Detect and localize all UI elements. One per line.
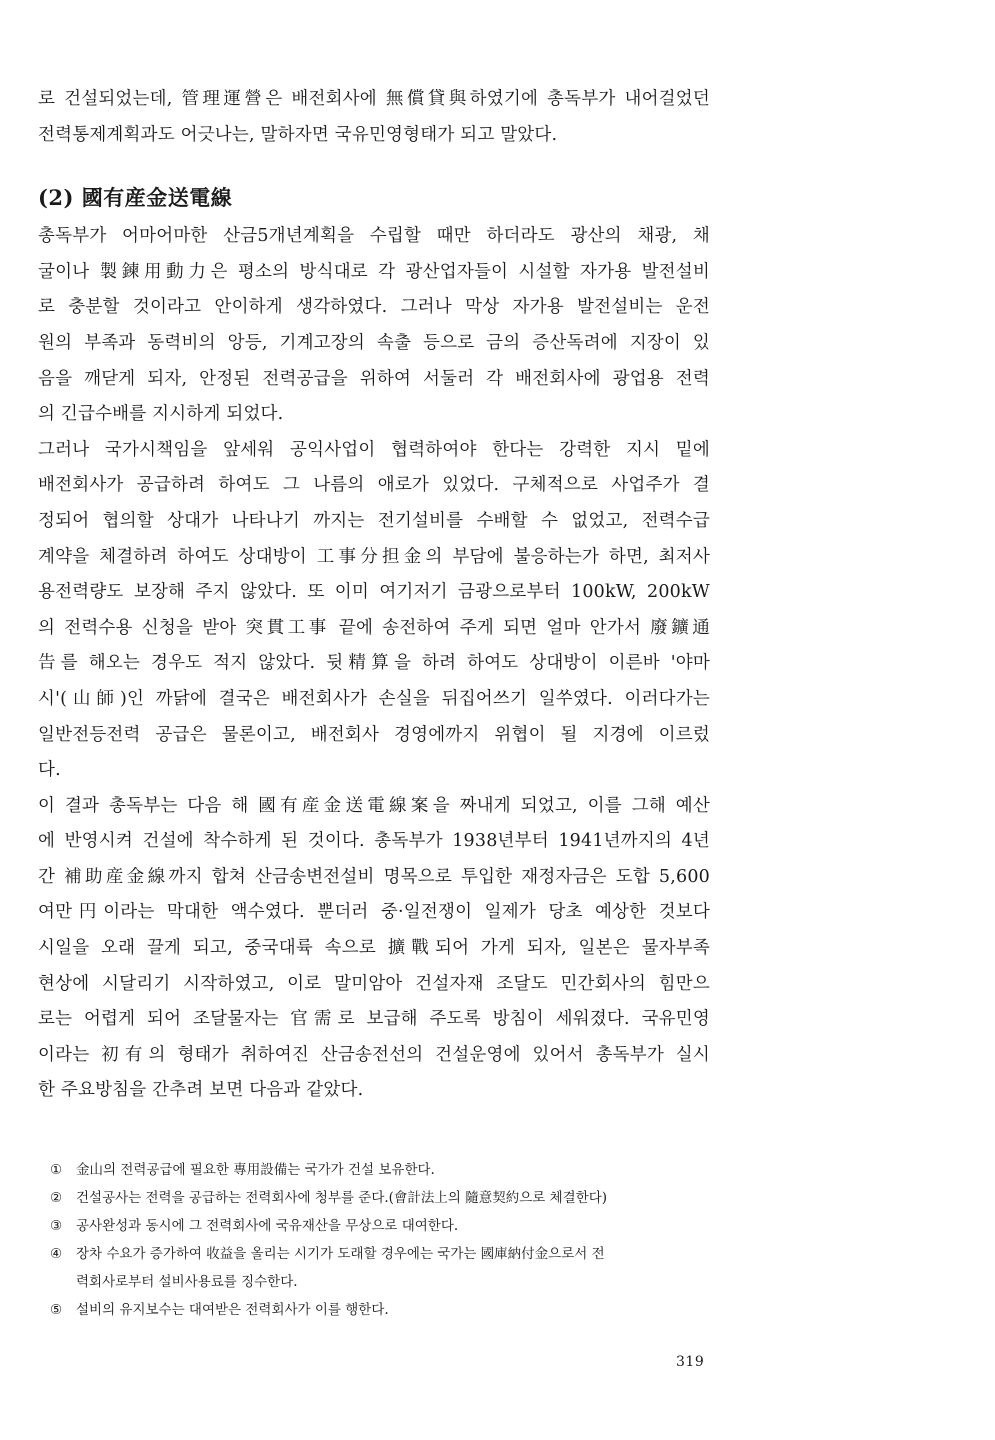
page-number: 319 [676, 1354, 705, 1370]
text-line: 원의 부족과 동력비의 앙등, 기계고장의 속출 등으로 금의 증산독려에 지장이 있 [38, 332, 710, 353]
list-number: ① [50, 1162, 63, 1178]
paragraph-2 [38, 433, 710, 789]
text-line: 여만円이라는 막대한 액수였다. 뿐더러 중·일전쟁이 일제가 당초 예상한 것보다 [38, 902, 710, 923]
list-number: ③ [50, 1218, 63, 1234]
text-line: 음을 깨닫게 되자, 안정된 전력공급을 위하여 서둘러 각 배전회사에 광업용 전력 [38, 368, 710, 389]
text-line: 한 주요방침을 간추려 보면 다음과 같았다. [38, 1080, 364, 1101]
policy-list [50, 1156, 690, 1324]
text-line: 시일을 오래 끌게 되고, 중국대륙 속으로 擴戰되어 가게 되자, 일본은 물자부족 [38, 938, 710, 959]
text-line: 로는 어렵게 되어 조달물자는 官需로 보급해 주도록 방침이 세워졌다. 국유민영 [38, 1009, 710, 1030]
text-line: 그러나 국가시책임을 앞세워 공익사업이 협력하여야 한다는 강력한 지시 밑에 [38, 439, 710, 460]
text-line: 告를 해오는 경우도 적지 않았다. 뒷精算을 하려 하여도 상대방이 이른바 '야마 [38, 653, 710, 674]
text-line: 다. [38, 760, 61, 781]
text-line: 시'(山師)인 까닭에 결국은 배전회사가 손실을 뒤집어쓰기 일쑤였다. 이러다가는 [38, 688, 710, 709]
list-number: ⑤ [50, 1302, 63, 1318]
text-line: 굴이나 製鍊用動力은 평소의 방식대로 각 광산업자들이 시설할 자가용 발전설비 [38, 261, 710, 282]
page-body [38, 82, 710, 1109]
text-line: 로 건설되었는데, 管理運營은 배전회사에 無償貸與하였기에 총독부가 내어걸었던 [38, 89, 710, 109]
list-text: 공사완성과 동시에 그 전력회사에 국유재산을 무상으로 대여한다. [76, 1218, 459, 1234]
text-line: 일반전등전력 공급은 물론이고, 배전회사 경영에까지 위협이 될 지경에 이르렀 [38, 724, 710, 745]
text-line: 계약을 체결하려 하여도 상대방이 工事分担金의 부담에 불응하는가 하면, 최저사 [38, 546, 710, 567]
list-text: 金山의 전력공급에 필요한 專用設備는 국가가 건설 보유한다. [76, 1162, 435, 1178]
paragraph-3 [38, 789, 710, 1109]
list-item [50, 1184, 690, 1212]
text-line: 의 긴급수배를 지시하게 되었다. [38, 404, 284, 425]
list-item [50, 1156, 690, 1184]
text-line: 현상에 시달리기 시작하였고, 이로 말미암아 건설자재 조달도 민간회사의 힘만으 [38, 973, 710, 994]
text-line: 용전력량도 보장해 주지 않았다. 또 이미 여기저기 금광으로부터 100kW, 200kW [38, 582, 710, 603]
list-item [50, 1212, 690, 1240]
text-line: 의 전력수용 신청을 받아 突貫工事 끝에 송전하여 주게 되면 얼마 안가서 廢鑛通 [38, 617, 710, 638]
list-text: 장차 수요가 증가하여 收益을 올리는 시기가 도래할 경우에는 국가는 國庫納付金으로서 전 [76, 1246, 605, 1262]
text-line: 정되어 협의할 상대가 나타나기 까지는 전기설비를 수배할 수 없었고, 전력수급 [38, 510, 710, 531]
list-item [50, 1296, 690, 1324]
list-number: ④ [50, 1246, 63, 1262]
text-line: 로 충분할 것이라고 안이하게 생각하였다. 그러나 막상 자가용 발전설비는 운전 [38, 297, 710, 318]
text-line: 총독부가 어마어마한 산금5개년계획을 수립할 때만 하더라도 광산의 채광, 채 [38, 226, 710, 247]
text-line: 에 반영시켜 건설에 착수하게 된 것이다. 총독부가 1938년부터 1941년까지의 4년 [38, 831, 710, 852]
text-line: 배전회사가 공급하려 하여도 그 나름의 애로가 있었다. 구체적으로 사업주가 결 [38, 475, 710, 496]
paragraph-1 [38, 219, 710, 433]
text-line: 전력통제계획과도 어긋나는, 말하자면 국유민영형태가 되고 말았다. [38, 124, 558, 145]
list-text-continuation: 력회사로부터 설비사용료를 징수한다. [76, 1274, 298, 1290]
text-line: 이 결과 총독부는 다음 해 國有産金送電線案을 짜내게 되었고, 이를 그해 예산 [38, 795, 710, 816]
list-text: 건설공사는 전력을 공급하는 전력회사에 청부를 준다.(會計法上의 隨意契約으로 체결한다) [76, 1190, 608, 1206]
list-number: ② [50, 1190, 63, 1206]
list-item [50, 1240, 690, 1296]
intro-paragraph [38, 82, 710, 153]
text-line: 이라는 初有의 형태가 취하여진 산금송전선의 건설운영에 있어서 총독부가 실시 [38, 1044, 710, 1065]
text-line: 간 補助産金線까지 합쳐 산금송변전설비 명목으로 투입한 재정자금은 도합 5,600 [38, 866, 710, 887]
list-text: 설비의 유지보수는 대여받은 전력회사가 이를 행한다. [76, 1302, 389, 1318]
section-heading: (2) 國有産金送電線 [38, 185, 233, 211]
